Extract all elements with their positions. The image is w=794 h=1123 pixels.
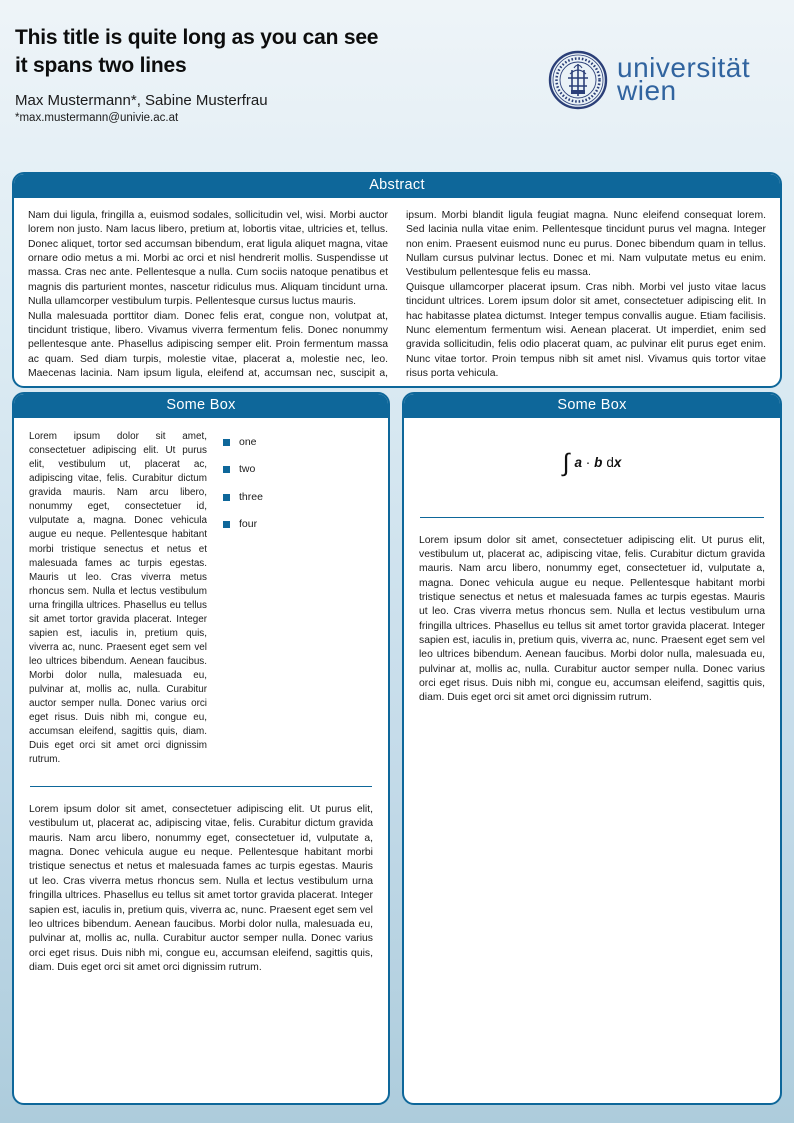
formula-var-x: x [613,455,622,470]
poster-title-line1: This title is quite long as you can see [15,26,379,49]
horizontal-divider [420,517,764,518]
left-box-body [14,418,388,987]
list-item [223,462,373,476]
abstract-paragraph-2: Nulla malesuada porttitor diam. Donec felis erat, congue non, volutpat at, tincidunt tristique, libero. Vivamus viverra fermentum felis. Donec nonummy pellentesque ante. Phasellus adipiscing semper elit. Proin fermentum massa ac quam. Sed diam turpis, molestie vitae, placerat a, molestie nec, leo. Maecenas lacinia. Nam ipsum ligula, eleifend at, accumsan nec, suscipit a, ipsum. Morbi blandit ligula feugiat magna. Nunc eleifend consequat lorem. Sed lacinia nulla vitae enim. Pellentesque tincidunt purus vel magna. Integer non enim. Praesent euismod nunc eu purus. Donec bibendum quam in tellus. Nullam cursus pulvinar lectus. Donec et mi. Nam vulputate metus eu enim. Vestibulum pellentesque felis eu massa. [28,210,766,379]
square-bullet-icon [223,494,230,501]
bullet-label: three [239,490,263,503]
square-bullet-icon [223,439,230,446]
poster-header [15,24,535,124]
integral-symbol: ∫ [562,449,570,477]
abstract-body [14,198,780,388]
abstract-box-title: Abstract [14,174,780,198]
logo-line2: wien [617,75,677,106]
right-box-body [404,418,780,718]
left-box-bullet-list [223,430,373,545]
left-box-title: Some Box [14,394,388,418]
formula-var-b: b [594,455,603,470]
list-item [223,490,373,504]
right-content-box [402,392,782,1105]
abstract-box [12,172,782,388]
bullet-label: four [239,518,258,531]
math-formula [419,430,765,503]
formula-cdot: · [585,455,591,470]
poster-title-line2: it spans two lines [15,53,187,77]
right-box-title: Some Box [404,394,780,418]
bullet-label: two [239,463,256,476]
square-bullet-icon [223,521,230,528]
poster-email: *max.mustermann@univie.ac.at [15,111,179,124]
abstract-paragraph-3: Quisque ullamcorper placerat ipsum. Cras nibh. Morbi vel justo vitae lacus tincidunt ultrices. Lorem ipsum dolor sit amet, consectetuer adipiscing elit. In hac habitasse platea dictumst. Integer tempus convallis augue. Etiam facilisis. Nunc elementum fermentum wisi. Aenean placerat. Ut imperdiet, enim sed gravida sollicitudin, felis odio placerat quam, ac pulvinar elit purus eget enim. Nunc vitae tortor. Proin tempus nibh sit amet nisl. Vivamus quis tortor vitae risus porta vehicula. [406,281,766,379]
university-logo-text [617,52,751,106]
university-logo [548,50,750,110]
abstract-paragraph-1: Nam dui ligula, fringilla a, euismod sodales, sollicitudin vel, wisi. Morbi auctor lorem non justo. Nam lacus libero, pretium at, lobortis vitae, ultricies et, tellus. Donec aliquet, tortor sed accumsan bibendum, erat ligula aliquet magna, vitae ornare odio metus a mi. Morbi ac orci et nisl hendrerit mollis. Suspendisse ut massa. Cras nec ante. Pellentesque a nulla. Cum sociis natoque penatibus et magnis dis parturient montes, nascetur ridiculus mus. Aliquam tincidunt urna. Nulla ullamcorper vestibulum turpis. Pellentesque cursus luctus mauris. [28,210,388,308]
poster-title [15,24,535,80]
logo-line1: universität [617,52,751,84]
left-content-box [12,392,390,1105]
formula-d: d [606,455,614,470]
bullet-label: one [239,436,257,448]
horizontal-divider [30,786,372,787]
university-seal-icon [548,50,608,110]
left-box-bottom-paragraph: Lorem ipsum dolor sit amet, consectetuer adipiscing elit. Ut purus elit, vestibulum ut, placerat ac, adipiscing vitae, felis. Curabitur dictum gravida mauris. Nam arcu libero, nonummy eget, consectetuer id, vulputate a, magna. Donec vehicula augue eu neque. Pellentesque habitant morbi tristique senectus et netus et malesuada fames ac turpis egestas. Mauris ut leo. Cras viverra metus rhoncus sem. Nulla et lectus vestibulum urna fringilla ultrices. Phasellus eu tellus sit amet tortor gravida placerat. Integer sapien est, iaculis in, pretium quis, viverra ac, nunc. Praesent eget sem vel leo ultrices bibendum. Aenean faucibus. Morbi dolor nulla, malesuada eu, pulvinar at, mollis ac, nulla. Curabitur auctor semper nulla. Donec varius orci eget risus. Duis nibh mi, congue eu, accumsan eleifend, sagittis quis, diam. Duis eget orci sit amet orci dignissim rutrum. [29,804,373,973]
poster-authors: Max Mustermann*, Sabine Musterfrau [15,91,268,109]
list-item [223,435,373,449]
list-item [223,517,373,531]
square-bullet-icon [223,466,230,473]
left-box-two-columns [29,430,373,772]
left-box-text-column: Lorem ipsum dolor sit amet, consectetuer adipiscing elit. Ut purus elit, vestibulum ut, placerat ac, adipiscing vitae, felis. Curabitur dictum gravida mauris. Nam arcu libero, nonummy eget, consectetuer id, vulputate a, magna. Donec vehicula augue eu neque. Pellentesque habitant morbi tristique senectus et netus et malesuada fames ac turpis egestas. Mauris ut leo. Cras viverra metus rhoncus sem. Nulla et lectus vestibulum urna fringilla ultrices. Phasellus eu tellus sit amet tortor gravida placerat. Integer sapien est, iaculis in, pretium quis, viverra ac, nunc. Praesent eget sem vel leo ultrices bibendum. Aenean faucibus. Morbi dolor nulla, malesuada eu, pulvinar at, mollis ac, nulla. Curabitur auctor semper nulla. Donec varius orci eget risus. Duis nibh mi, congue eu, accumsan eleifend, sagittis quis, diam. Duis eget orci sit amet orci dignissim rutrum. [29,431,207,766]
right-box-paragraph: Lorem ipsum dolor sit amet, consectetuer adipiscing elit. Ut purus elit, vestibulum ut, placerat ac, adipiscing vitae, felis. Curabitur dictum gravida mauris. Nam arcu libero, nonummy eget, consectetuer id, vulputate a, magna. Donec vehicula augue eu neque. Pellentesque habitant morbi tristique senectus et netus et malesuada fames ac turpis egestas. Mauris ut leo. Cras viverra metus rhoncus sem. Nulla et lectus vestibulum urna fringilla ultrices. Phasellus eu tellus sit amet tortor gravida placerat. Integer sapien est, iaculis in, pretium quis, viverra ac, nunc. Praesent eget sem vel leo ultrices bibendum. Aenean faucibus. Morbi dolor nulla, malesuada eu, pulvinar at, mollis ac, nulla. Curabitur auctor semper nulla. Donec varius orci eget risus. Duis nibh mi, congue eu, accumsan eleifend, sagittis quis, diam. Duis eget orci sit amet orci dignissim rutrum. [419,534,765,704]
formula-var-a: a [574,455,583,470]
